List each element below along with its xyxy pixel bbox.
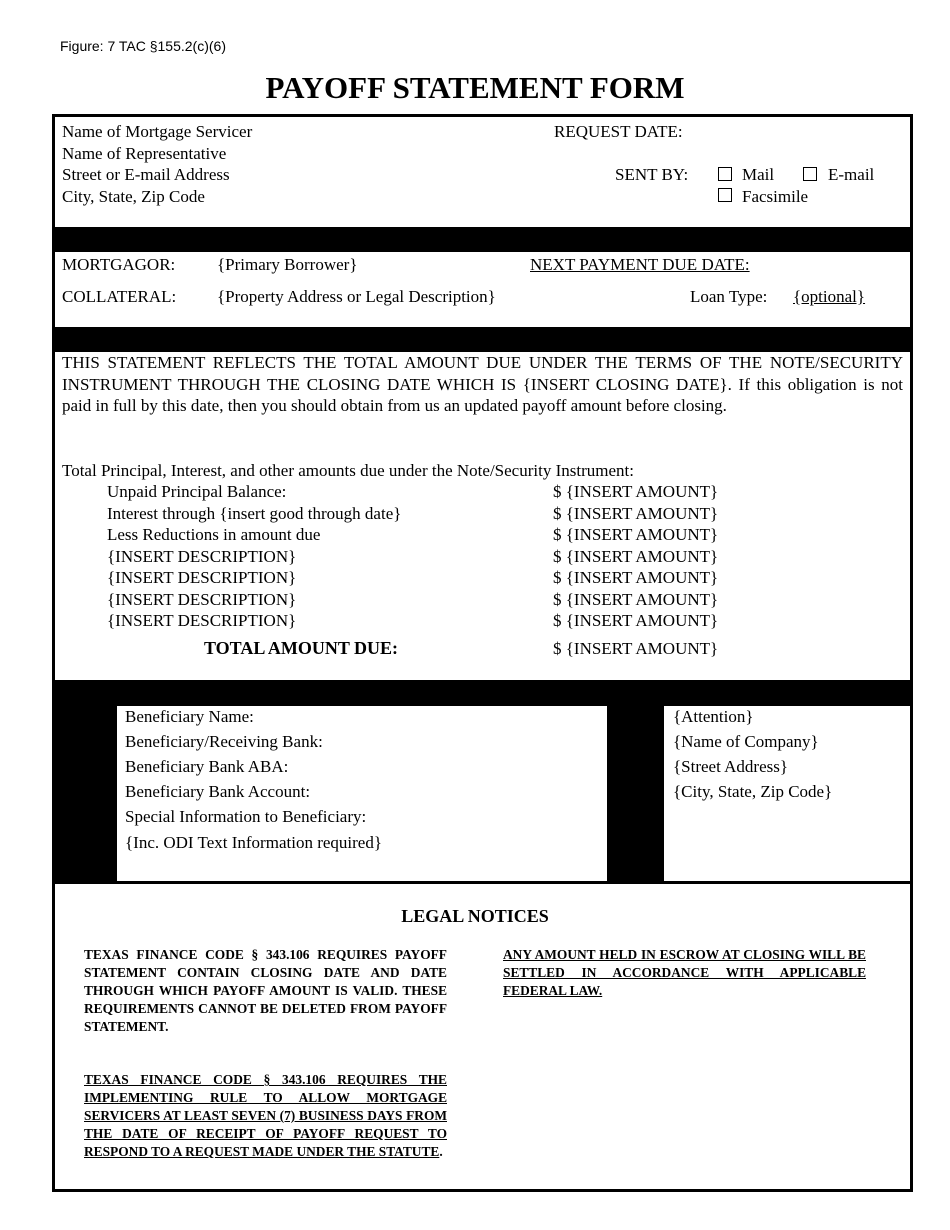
- collateral-label: COLLATERAL:: [62, 287, 177, 306]
- attention-line: {Street Address}: [673, 757, 788, 776]
- beneficiary-line: Beneficiary/Receiving Bank:: [125, 732, 323, 751]
- attention-line: {Name of Company}: [673, 732, 819, 751]
- beneficiary-line: {Inc. ODI Text Information required}: [125, 833, 382, 852]
- mortgagor-label: MORTGAGOR:: [62, 255, 176, 274]
- mortgagor-value: {Primary Borrower}: [217, 255, 358, 274]
- total-amount-value: $ {INSERT AMOUNT}: [553, 639, 719, 658]
- amount-row-label: {INSERT DESCRIPTION}: [107, 590, 297, 609]
- beneficiary-line: Beneficiary Bank ABA:: [125, 757, 289, 776]
- amount-row-value: $ {INSERT AMOUNT}: [553, 611, 719, 630]
- street-address: Street or E-mail Address: [62, 165, 230, 184]
- legal-notice-seven-days-text: TEXAS FINANCE CODE § 343.106 REQUIRES THE IMPLEMENTING RULE TO ALLOW MORTGAGE SERVICERS AT LEAST SEVEN (7) BUSINESS DAYS FROM THE DATE OF RECEIPT OF PAYOFF REQUEST TO RESPOND TO A REQUEST MADE UNDER THE STATUTE: [84, 1072, 447, 1159]
- beneficiary-line: Beneficiary Bank Account:: [125, 782, 311, 801]
- mail-option-label: Mail: [742, 165, 775, 184]
- page-title: PAYOFF STATEMENT FORM: [265, 70, 685, 105]
- beneficiary-line: Special Information to Beneficiary:: [125, 807, 367, 826]
- legal-notice-seven-days: [84, 1071, 447, 1161]
- amount-row-value: $ {INSERT AMOUNT}: [553, 504, 719, 523]
- beneficiary-line: Beneficiary Name:: [125, 707, 254, 726]
- legal-notice-closing-date: TEXAS FINANCE CODE § 343.106 REQUIRES PAYOFF STATEMENT CONTAIN CLOSING DATE AND DATE THROUGH WHICH PAYOFF AMOUNT IS VALID. THESE REQUIREMENTS CANNOT BE DELETED FROM PAYOFF STATEMENT.: [84, 947, 447, 1034]
- amount-row-value: $ {INSERT AMOUNT}: [553, 482, 719, 501]
- facsimile-checkbox[interactable]: [718, 188, 732, 202]
- amount-row-value: $ {INSERT AMOUNT}: [553, 547, 719, 566]
- statement-paragraph: THIS STATEMENT REFLECTS THE TOTAL AMOUNT DUE UNDER THE TERMS OF THE NOTE/SECURITY INSTRUMENT THROUGH THE CLOSING DATE WHICH IS {INSERT CLOSING DATE}. If this obligation is not paid in full by this date, then you should obtain from us an updated payoff amount before closing.: [62, 353, 903, 415]
- email-option-label: E-mail: [828, 165, 875, 184]
- servicer-name: Name of Mortgage Servicer: [62, 122, 253, 141]
- attention-line: {City, State, Zip Code}: [673, 782, 833, 801]
- section-divider: [55, 327, 910, 352]
- next-payment-due-label: NEXT PAYMENT DUE DATE:: [530, 255, 750, 274]
- total-amount-label: TOTAL AMOUNT DUE:: [204, 638, 399, 658]
- email-checkbox[interactable]: [803, 167, 817, 181]
- attention-line: {Attention}: [673, 707, 754, 726]
- collateral-value: {Property Address or Legal Description}: [217, 287, 496, 306]
- mail-checkbox[interactable]: [718, 167, 732, 181]
- amount-row-label: {INSERT DESCRIPTION}: [107, 611, 297, 630]
- section-divider: [55, 881, 910, 884]
- representative-name: Name of Representative: [62, 144, 227, 163]
- section-divider: [55, 227, 910, 252]
- amount-row-value: $ {INSERT AMOUNT}: [553, 525, 719, 544]
- figure-label: Figure: 7 TAC §155.2(c)(6): [60, 38, 226, 54]
- city-state-zip: City, State, Zip Code: [62, 187, 205, 206]
- amount-row-label: Interest through {insert good through date}: [107, 504, 402, 523]
- legal-notice-escrow-text: ANY AMOUNT HELD IN ESCROW AT CLOSING WILL BE SETTLED IN ACCORDANCE WITH APPLICABLE FEDERAL LAW.: [503, 947, 866, 998]
- amount-row-label: {INSERT DESCRIPTION}: [107, 568, 297, 587]
- request-date-label: REQUEST DATE:: [554, 122, 683, 141]
- amount-row-value: $ {INSERT AMOUNT}: [553, 590, 719, 609]
- amount-row-label: {INSERT DESCRIPTION}: [107, 547, 297, 566]
- amount-row-value: $ {INSERT AMOUNT}: [553, 568, 719, 587]
- amount-row-label: Less Reductions in amount due: [107, 525, 321, 544]
- legal-notice-escrow: [503, 946, 866, 1000]
- facsimile-option-label: Facsimile: [742, 187, 809, 206]
- loan-type-label: Loan Type:: [690, 287, 768, 306]
- totals-intro: Total Principal, Interest, and other amounts due under the Note/Security Instrument:: [62, 461, 634, 480]
- loan-type-value: {optional}: [793, 287, 866, 306]
- legal-notices-title: LEGAL NOTICES: [401, 906, 549, 926]
- amount-row-label: Unpaid Principal Balance:: [107, 482, 287, 501]
- legal-notice-seven-days-end: .: [439, 1144, 443, 1159]
- sent-by-label: SENT BY:: [615, 165, 689, 184]
